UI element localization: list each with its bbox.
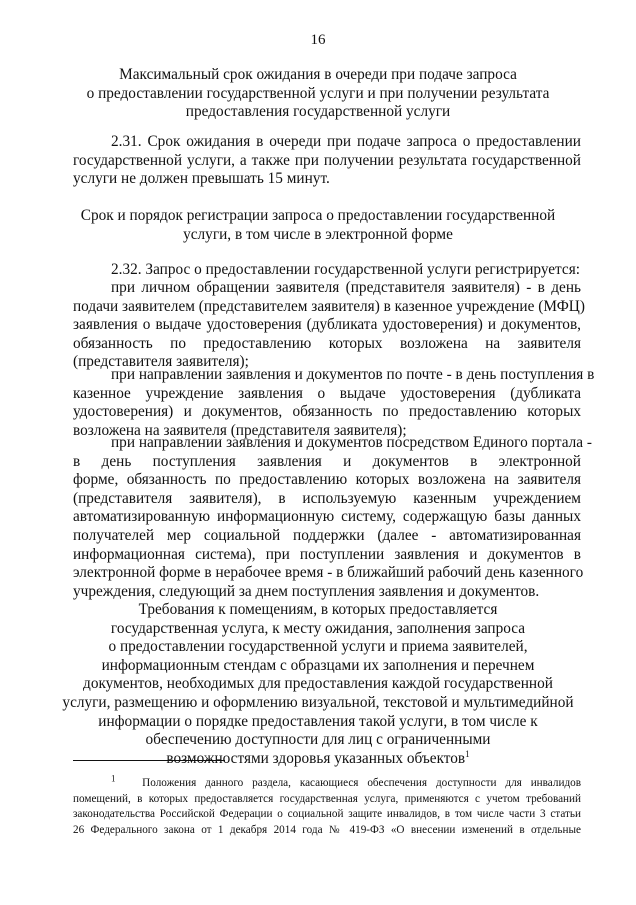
para-line: 2.32. Запрос о предоставлении государственной услуги регистрируется: <box>111 261 581 278</box>
para-line: государственной услуги, а также при получении результата государственной <box>73 151 581 169</box>
para-line: обязанность по предоставлению которых возложена на заявителя <box>73 334 581 352</box>
para-line: заявления о выдаче удостоверения (дубликата удостоверения) и документов, <box>73 316 581 334</box>
para-line: подачи заявителем (представителем заявителя) в казенное учреждение (МФЦ) <box>73 297 585 315</box>
heading-line: информационным стендам с образцами их заполнения и перечнем <box>101 656 535 674</box>
heading-line: Требования к помещениям, в которых предоставляется <box>138 601 498 618</box>
section-heading-premises <box>0 601 636 768</box>
para-line: возложена на заявителя (представителя заявителя); <box>73 421 407 439</box>
paragraph-2-32 <box>73 261 581 280</box>
para-line: в день поступления заявления и документов в электронной <box>73 452 581 470</box>
footnote-line: законодательства Российской Федерации о социальной защите инвалидов, в том числе части 3 статьи <box>73 808 581 820</box>
heading-line: Максимальный срок ожидания в очереди при подаче запроса <box>119 66 517 83</box>
footnote-text: Положения данного раздела, касающиеся обеспечения доступности для инвалидов <box>142 777 582 789</box>
para-line: удостоверения) и документов, обязанность по предоставлению которых <box>73 403 581 421</box>
para-line: автоматизированную информационную систему, содержащую базы данных <box>73 508 581 526</box>
heading-line: информации о порядке предоставления такой услуги, в том числе к <box>98 712 538 730</box>
heading-line: о предоставлении государственной услуги и приема заявителей, <box>108 638 528 656</box>
footnote-mark: 1 <box>111 773 116 784</box>
heading-line: документов, необходимых для предоставления каждой государственной <box>83 675 553 693</box>
footnote-line <box>73 773 582 792</box>
section-heading-registration <box>0 207 636 244</box>
heading-line: государственная услуга, к месту ожидания, заполнения запроса <box>110 619 526 637</box>
heading-line-text: возможностями здоровья указанных объектов <box>166 749 466 767</box>
para-line: электронной форме в нерабочее время - в ближайший рабочий день казенного <box>73 564 584 582</box>
para-line: при личном обращении заявителя (представителя заявителя) - в день <box>111 279 581 296</box>
heading-line: обеспечению доступности для лиц с ограниченными <box>145 731 491 749</box>
heading-line: услуги, в том числе в электронной форме <box>183 225 453 243</box>
list-item-by-mail <box>73 366 595 440</box>
footnote-separator <box>73 760 225 761</box>
footnote-line: 26 Федерального закона от 1 декабря 2014 года № 419-ФЗ «О внесении изменений в отдельные <box>73 823 581 836</box>
heading-line: предоставления государственной услуги <box>185 103 451 121</box>
list-item-personal-visit <box>73 279 585 372</box>
para-line: казенное учреждение заявления о выдаче удостоверения (дубликата <box>73 384 581 402</box>
heading-line: о предоставлении государственной услуги и при получении результата <box>86 84 550 102</box>
para-line: получателей мер социальной поддержки (далее - автоматизированная <box>73 526 581 544</box>
para-line: учреждения, следующий за днем поступления заявления и документов. <box>73 582 540 600</box>
section-heading-queue-wait <box>0 66 636 122</box>
heading-line: услуги, размещению и оформлению визуальной, текстовой и мультимедийной <box>62 693 574 711</box>
para-line: при направлении заявления и документов посредством Единого портала - <box>111 434 592 451</box>
footnote <box>73 773 582 838</box>
para-line: (представителя заявителя); <box>73 353 249 371</box>
footnote-reference[interactable]: 1 <box>465 748 470 759</box>
page-number: 16 <box>310 32 326 48</box>
para-line: услуги не должен превышать 15 минут. <box>73 170 330 188</box>
para-line: форме, обязанность по предоставлению которых возложена на заявителя <box>73 471 581 489</box>
list-item-portal <box>73 434 592 601</box>
para-line: при направлении заявления и документов по почте - в день поступления в <box>111 366 595 383</box>
heading-line: Срок и порядок регистрации запроса о предоставлении государственной <box>80 207 556 224</box>
para-line: информационная система), при поступлении заявления и документов в <box>73 545 581 563</box>
paragraph-2-31 <box>73 133 581 189</box>
para-line: 2.31. Срок ожидания в очереди при подаче запроса о предоставлении <box>111 133 581 150</box>
para-line: (представителя заявителя), в используемую казенным учреждением <box>73 489 581 507</box>
footnote-line: помещений, в которых предоставляется государственная услуга, применяются с учетом требований <box>73 792 581 805</box>
